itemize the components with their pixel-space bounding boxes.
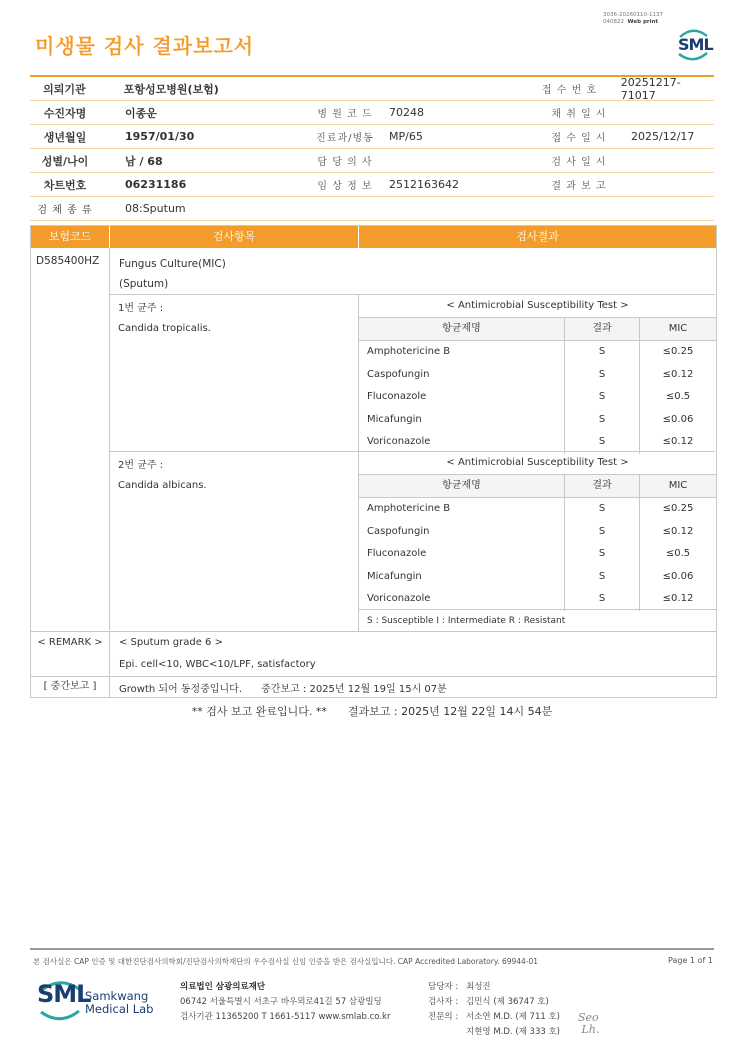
drug-mic: ≤0.12 xyxy=(662,436,694,448)
strain-name: Candida albicans. xyxy=(118,480,207,491)
organization-info xyxy=(180,980,390,1025)
patient-info-row xyxy=(30,125,714,149)
patient-info-row xyxy=(30,149,714,173)
ast-row xyxy=(359,498,716,521)
logo-line1: Samkwang xyxy=(85,989,149,1003)
drug-result: S xyxy=(565,498,640,521)
info-label: 채 취 일 시 xyxy=(551,109,607,120)
susceptibility-legend: S : Susceptible I : Intermediate R : Resistant xyxy=(358,609,716,631)
drug-result: S xyxy=(565,588,640,611)
drug-name: Caspofungin xyxy=(359,364,565,387)
info-label: 담 당 의 사 xyxy=(317,157,373,168)
col-mic: MIC xyxy=(668,323,688,334)
drug-result: S xyxy=(565,341,640,364)
drug-mic: ≤0.06 xyxy=(662,570,694,582)
ast-table xyxy=(358,295,716,454)
print-code-line1: 3036-20260110-1137 xyxy=(603,12,663,18)
ast-header xyxy=(359,318,716,341)
strain-label: 2번 균주 : xyxy=(118,460,164,471)
sml-logo-top xyxy=(674,27,712,63)
ast-row xyxy=(359,386,716,409)
drug-name: Voriconazole xyxy=(359,431,565,454)
samkwang-logo xyxy=(37,978,162,1028)
logo-mark: SML xyxy=(37,980,91,1008)
ast-title: < Antimicrobial Susceptibility Test > xyxy=(359,452,716,475)
patient-info-row xyxy=(30,75,714,101)
info-value: 2512163642 xyxy=(389,178,459,191)
staff-value: 서소연 M.D. (제 711 호) xyxy=(466,1012,561,1022)
ast-row xyxy=(359,341,716,364)
info-label: 생년월일 xyxy=(43,130,87,144)
info-label: 진료과/병동 xyxy=(316,133,374,144)
org-address: 06742 서울특별시 서초구 바우뫼로41길 57 삼광빌딩 xyxy=(180,997,382,1007)
strain-section xyxy=(110,294,715,452)
drug-name: Micafungin xyxy=(359,566,565,589)
info-label: 접 수 번 호 xyxy=(541,85,598,96)
drug-result: S xyxy=(565,386,640,409)
info-value: 08:Sputum xyxy=(125,202,186,215)
interim-label: [ 중간보고 ] xyxy=(31,677,110,698)
info-value: 포항성모병원(보험) xyxy=(123,82,219,96)
ast-title: < Antimicrobial Susceptibility Test > xyxy=(359,295,716,318)
strain-label: 1번 균주 : xyxy=(118,303,164,314)
footer-divider xyxy=(30,948,714,950)
staff-row xyxy=(428,980,560,995)
info-value: 20251217-71017 xyxy=(620,75,681,102)
col-result: 결과 xyxy=(565,318,640,340)
staff-info xyxy=(428,980,560,1040)
info-value: MP/65 xyxy=(389,130,423,143)
drug-result: S xyxy=(565,364,640,387)
ast-header xyxy=(359,475,716,498)
drug-mic: ≤0.12 xyxy=(662,368,694,380)
staff-row xyxy=(428,1025,560,1040)
info-label: 검 사 일 시 xyxy=(551,157,607,168)
interim-text: Growth 되어 동정중입니다. 중간보고 : 2025년 12월 19일 15시 07분 xyxy=(119,684,447,695)
info-value: 2025/12/17 xyxy=(631,130,695,143)
info-label: 검 체 종 류 xyxy=(37,205,93,216)
info-label: 임 상 정 보 xyxy=(317,181,373,192)
cap-accreditation-note: 본 검사실은 CAP 인증 및 대한진단검사의학회/진단검사의학재단의 우수검사실 신임 인증을 받은 검사실입니다. CAP Accredited Laboratory. 69944-01 xyxy=(33,957,539,966)
ast-row xyxy=(359,521,716,544)
logo-name xyxy=(85,990,153,1016)
remark-detail: Epi. cell<10, WBC<10/LPF, satisfactory xyxy=(119,659,316,670)
staff-value: 김민식 (제 36747 호) xyxy=(466,997,549,1007)
ast-row xyxy=(359,566,716,589)
drug-name: Caspofungin xyxy=(359,521,565,544)
staff-value: 최성진 xyxy=(466,982,491,992)
staff-label: 전문의 : xyxy=(428,1012,459,1022)
drug-result: S xyxy=(565,431,640,454)
info-value: 남 / 68 xyxy=(125,154,163,168)
info-value: 70248 xyxy=(389,106,424,119)
drug-name: Fluconazole xyxy=(359,543,565,566)
info-label: 접 수 일 시 xyxy=(551,133,607,144)
drug-mic: ≤0.25 xyxy=(662,503,694,514)
info-label: 의뢰기관 xyxy=(43,82,86,96)
remark-label: < REMARK > xyxy=(31,632,110,677)
info-value: 06231186 xyxy=(125,178,187,191)
insurance-code: D585400HZ xyxy=(36,255,100,267)
drug-name: Amphotericine B xyxy=(359,341,565,364)
info-value: 이종운 xyxy=(125,106,157,120)
drug-result: S xyxy=(565,409,640,432)
ast-row xyxy=(359,588,716,611)
print-code xyxy=(603,12,663,26)
web-print-label: Web print xyxy=(627,19,659,25)
staff-row xyxy=(428,995,560,1010)
header-insurance-code: 보험코드 xyxy=(31,226,110,248)
staff-label: 담당자 : xyxy=(428,982,459,992)
col-result: 결과 xyxy=(565,475,640,497)
patient-info-row xyxy=(30,173,714,197)
drug-result: S xyxy=(565,566,640,589)
col-drug: 항균제명 xyxy=(359,318,565,340)
header-test-result: 검사결과 xyxy=(516,230,559,243)
drug-mic: ≤0.5 xyxy=(665,391,691,403)
strain-section xyxy=(110,451,715,609)
insurance-code-cell xyxy=(31,248,110,630)
test-name-line1: Fungus Culture(MIC) xyxy=(119,258,226,270)
strain-name: Candida tropicalis. xyxy=(118,323,211,334)
report-title: 미생물 검사 결과보고서 xyxy=(35,34,255,58)
org-name: 의료법인 삼광의료재단 xyxy=(180,982,266,992)
info-label: 결 과 보 고 xyxy=(551,181,607,192)
staff-value: 지현영 M.D. (제 333 호) xyxy=(466,1027,561,1037)
sml-logo-text: SML xyxy=(678,35,713,54)
drug-mic: ≤0.25 xyxy=(662,346,694,357)
staff-row xyxy=(428,1010,560,1025)
col-mic: MIC xyxy=(668,480,688,491)
drug-result: S xyxy=(565,521,640,544)
drug-mic: ≤0.12 xyxy=(662,593,694,605)
page-number: Page 1 of 1 xyxy=(668,956,713,965)
drug-name: Amphotericine B xyxy=(359,498,565,521)
info-value: 1957/01/30 xyxy=(125,130,195,143)
info-label: 차트번호 xyxy=(43,178,87,192)
test-name xyxy=(119,254,226,294)
drug-mic: ≤0.06 xyxy=(662,413,694,425)
header-test-item: 검사항목 xyxy=(110,226,359,248)
drug-name: Fluconazole xyxy=(359,386,565,409)
info-label: 병 원 코 드 xyxy=(317,109,373,120)
drug-name: Micafungin xyxy=(359,409,565,432)
drug-result: S xyxy=(565,543,640,566)
results-table xyxy=(30,225,717,698)
org-contact: 검사기관 11365200 T 1661-5117 www.smlab.co.kr xyxy=(180,1012,391,1022)
final-report-line: ** 검사 보고 완료입니다. ** 결과보고 : 2025년 12월 22일 14시 54분 xyxy=(191,705,553,718)
drug-name: Voriconazole xyxy=(359,588,565,611)
ast-row xyxy=(359,364,716,387)
handwritten-signature: Seo Lh. xyxy=(578,1011,600,1036)
results-header xyxy=(31,226,716,248)
ast-row xyxy=(359,409,716,432)
patient-info-row xyxy=(30,101,714,125)
patient-info xyxy=(30,75,714,221)
interim-report-row xyxy=(31,676,716,698)
remark-row xyxy=(31,631,716,677)
col-drug: 항균제명 xyxy=(359,475,565,497)
ast-row xyxy=(359,543,716,566)
remark-grade: < Sputum grade 6 > xyxy=(119,637,223,648)
logo-line2: Medical Lab xyxy=(85,1002,154,1016)
drug-mic: ≤0.12 xyxy=(662,525,694,537)
ast-table xyxy=(358,452,716,611)
test-name-line2: (Sputum) xyxy=(119,278,169,290)
patient-info-row xyxy=(30,197,714,221)
info-label: 수진자명 xyxy=(43,106,87,120)
drug-mic: ≤0.5 xyxy=(665,548,691,560)
staff-label: 검사자 : xyxy=(428,997,459,1007)
print-code-line2: 040822 xyxy=(603,19,624,25)
info-label: 성별/나이 xyxy=(41,154,89,168)
